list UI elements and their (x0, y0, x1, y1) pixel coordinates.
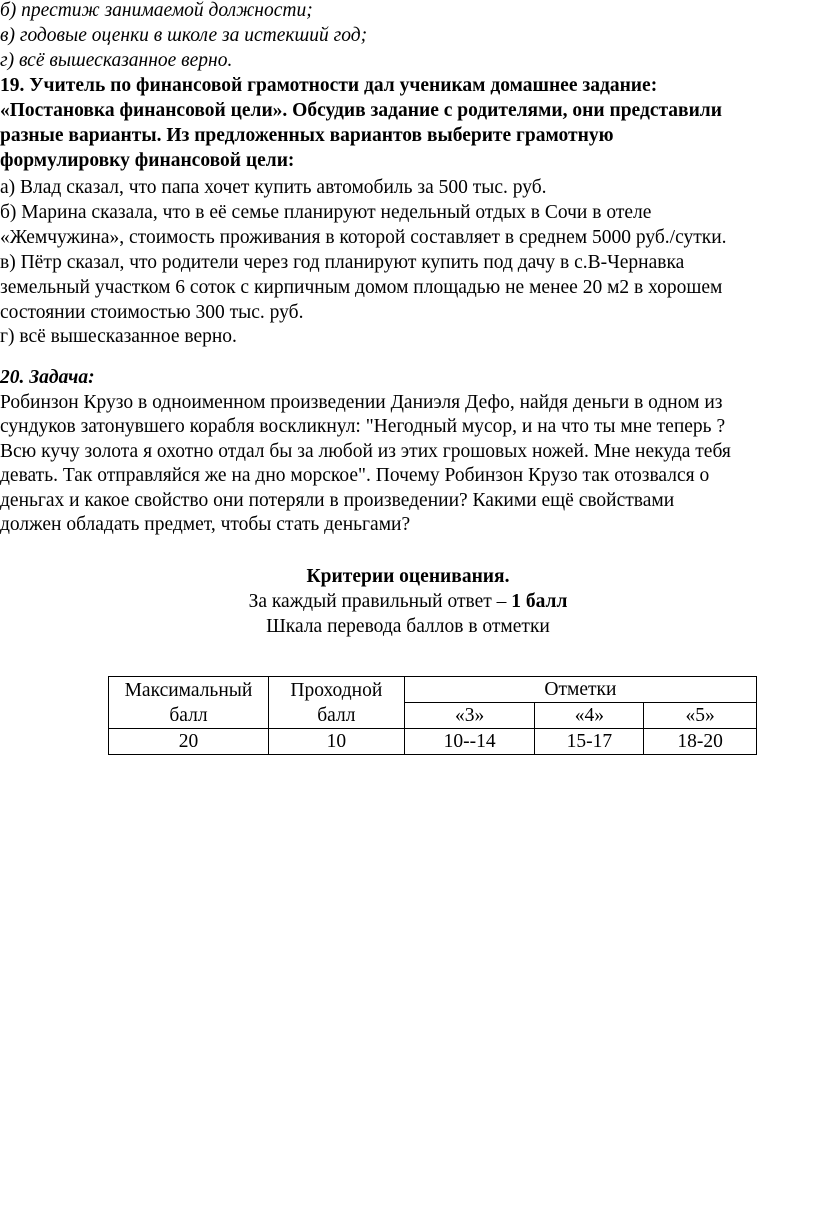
table-row (109, 677, 757, 703)
q19-answer-a: а) Влад сказал, что папа хочет купить автомобиль за 500 тыс. руб. (0, 177, 547, 198)
q19-answer-v-line: в) Пётр сказал, что родители через год планируют купить под дачу в с.В-Чернавка (0, 252, 685, 273)
marks-header: Отметки (404, 677, 756, 703)
scale-title: Шкала перевода баллов в отметки (266, 616, 550, 637)
q19-question-line: «Постановка финансовой цели». Обсудив задание с родителями, они представили (0, 100, 722, 121)
q19-answer-g: г) всё вышесказанное верно. (0, 326, 237, 347)
mark-3-header: «3» (404, 703, 535, 729)
mark-5-range: 18-20 (644, 729, 757, 755)
q20-text-line: Всю кучу золота я охотно отдал бы за любой из этих грошовых ножей. Мне некуда тебя (0, 441, 731, 462)
pass-score-header-line2: балл (317, 704, 356, 726)
prev-option-b: б) престиж занимаемой должности; (0, 0, 313, 21)
q20-text-line: Робинзон Крузо в одноименном произведении Даниэля Дефо, найдя деньги в одном из (0, 392, 723, 413)
pass-score-header (268, 677, 404, 729)
q19-answer-b-line: б) Марина сказала, что в её семье планируют недельный отдых в Сочи в отеле (0, 202, 652, 223)
q19-question-line: разные варианты. Из предложенных вариантов выберите грамотную (0, 125, 614, 146)
mark-4-range: 15-17 (535, 729, 644, 755)
pass-score-header-line1: Проходной (290, 679, 383, 701)
q20-text-line: девать. Так отправляйся же на дно морское". Почему Робинзон Крузо так отозвался о (0, 465, 710, 486)
prev-option-g: г) всё вышесказанное верно. (0, 50, 233, 71)
table-row (109, 729, 757, 755)
max-score-header-line2: балл (169, 704, 208, 726)
criteria-point-line (0, 589, 816, 614)
pass-score-value: 10 (268, 729, 404, 755)
q19-question-line: 19. Учитель по финансовой грамотности дал ученикам домашнее задание: (0, 75, 658, 96)
q20-text-line: должен обладать предмет, чтобы стать деньгами? (0, 514, 411, 535)
max-score-header (109, 677, 269, 729)
prev-option-v: в) годовые оценки в школе за истекший год; (0, 25, 368, 46)
q20-text-line: сундуков затонувшего корабля воскликнул: "Негодный мусор, и на что ты мне теперь ? (0, 416, 726, 437)
grading-scale-table (108, 676, 757, 755)
mark-3-range: 10--14 (404, 729, 535, 755)
max-score-value: 20 (109, 729, 269, 755)
criteria-title: Критерии оценивания. (306, 566, 510, 587)
q20-text-line: деньгах и какое свойство они потеряли в произведении? Какими ещё свойствами (0, 490, 675, 511)
q19-answer-v-line: земельный участком 6 соток с кирпичным домом площадью не менее 20 м2 в хорошем (0, 277, 723, 298)
mark-5-header: «5» (644, 703, 757, 729)
mark-4-header: «4» (535, 703, 644, 729)
q19-answer-v-line: состоянии стоимостью 300 тыс. руб. (0, 302, 304, 323)
criteria-point-text: За каждый правильный ответ – (248, 591, 512, 612)
q19-answer-b-line: «Жемчужина», стоимость проживания в которой составляет в среднем 5000 руб./сутки. (0, 227, 727, 248)
criteria-point-value: 1 балл (511, 591, 568, 612)
q19-question-line: формулировку финансовой цели: (0, 150, 295, 171)
q20-title: 20. Задача: (0, 367, 95, 388)
max-score-header-line1: Максимальный (124, 679, 253, 701)
